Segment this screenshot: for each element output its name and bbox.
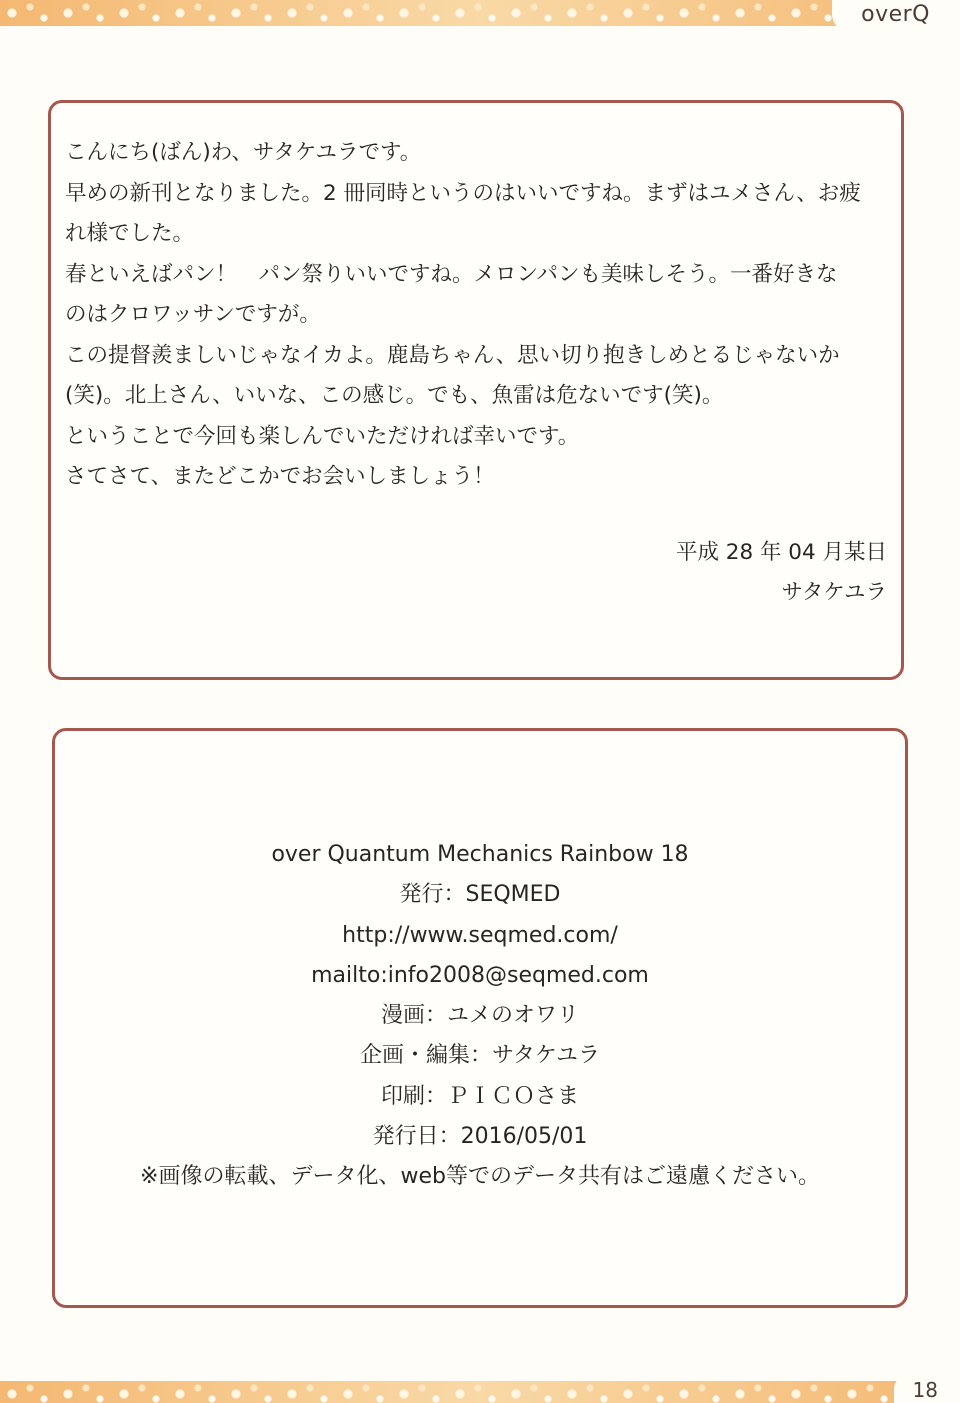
afterword-box xyxy=(48,100,904,680)
colophon-website-link[interactable]: http://www.seqmed.com/ xyxy=(342,922,618,948)
page-number: 18 xyxy=(912,1378,938,1402)
colophon-box xyxy=(52,728,908,1308)
colophon-publisher: 発行：SEQMED xyxy=(399,882,561,908)
afterword-author: サタケユラ xyxy=(781,580,887,605)
colophon-email-link[interactable]: mailto:info2008@seqmed.com xyxy=(311,962,649,988)
colophon-editor-credit: 企画・編集：サタケユラ xyxy=(359,1043,601,1069)
colophon-manga-credit: 漫画：ユメのオワリ xyxy=(380,1003,579,1029)
afterword-line: ということで今回も楽しんでいただければ幸いです。 xyxy=(65,423,580,449)
afterword-line: 早めの新刊となりました。2 冊同時というのはいいですね。まずはユメさん、お疲 xyxy=(65,180,861,206)
colophon-title: over Quantum Mechanics Rainbow 18 xyxy=(271,842,689,867)
colophon-publish-date: 発行日：2016/05/01 xyxy=(372,1124,588,1150)
afterword-line: れ様でした。 xyxy=(65,221,195,246)
series-logo: overQ xyxy=(861,2,930,27)
colophon-text xyxy=(55,835,905,1198)
afterword-date: 平成 28 年 04 月某日 xyxy=(675,540,887,565)
afterword-line: この提督羨ましいじゃなイカよ。鹿島ちゃん、思い切り抱きしめとるじゃないか xyxy=(65,342,840,368)
colophon-printer-credit: 印刷：ＰＩＣＯさま xyxy=(380,1083,579,1109)
top-decorative-band xyxy=(0,0,960,26)
afterword-text xyxy=(65,133,887,498)
bottom-decorative-band xyxy=(0,1381,960,1403)
afterword-line: のはクロワッサンですが。 xyxy=(65,302,321,327)
afterword-signature xyxy=(676,533,887,613)
colophon-notice: ※画像の転載、データ化、web等でのデータ共有はご遠慮ください。 xyxy=(140,1164,820,1190)
afterword-line: こんにち(ばん)わ、サタケユラです。 xyxy=(65,140,422,165)
afterword-line: 春といえばパン！ パン祭りいいですね。メロンパンも美味しそう。一番好きな xyxy=(65,261,838,287)
afterword-line: さてさて、またどこかでお会いしましょう！ xyxy=(65,464,495,489)
afterword-line: (笑)。北上さん、いいな、この感じ。でも、魚雷は危ないです(笑)。 xyxy=(65,383,724,408)
